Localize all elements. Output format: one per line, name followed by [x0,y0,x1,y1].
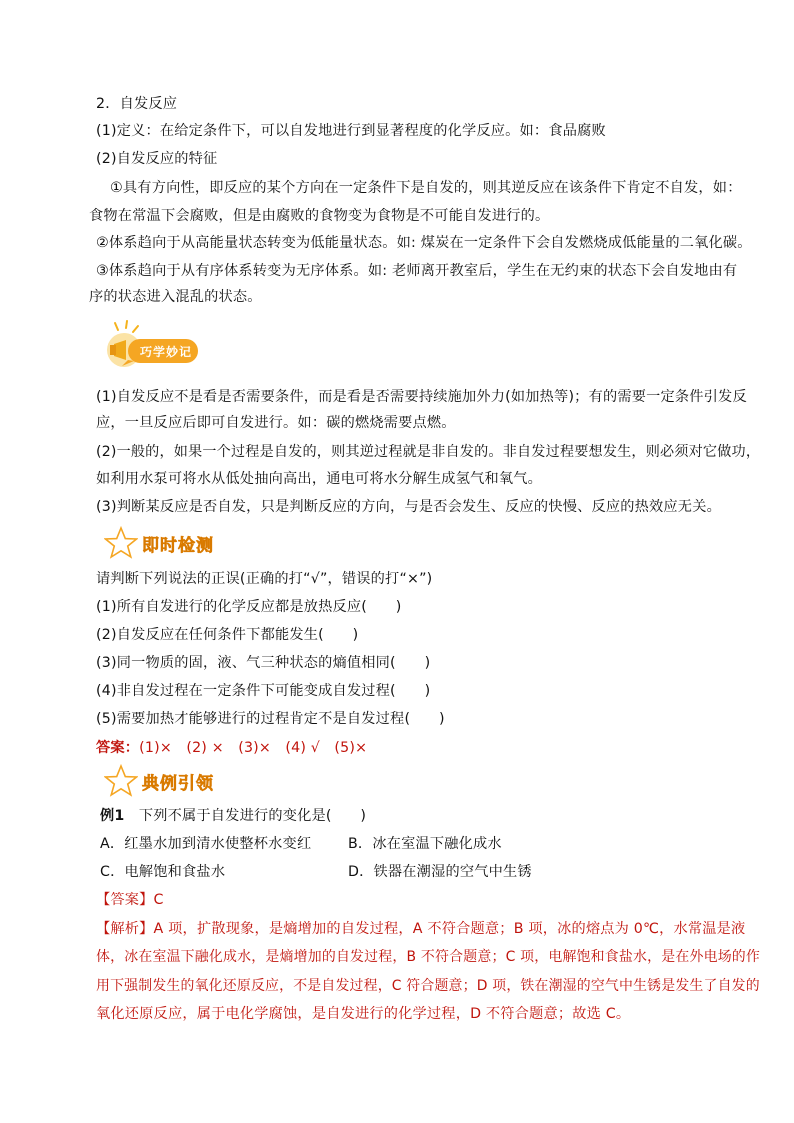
tips-badge [104,320,204,376]
example-title-text: 典例引领 [142,773,214,794]
tip-2-line-1: (2)一般的，如果一个过程是自发的，则其逆过程就是非自发的。非自发过程要想发生，则必须对它做功， [96,444,761,460]
check-answer-label: 答案： [96,740,140,756]
check-item-2: (2)自发反应在任何条件下都能发生( ) [96,627,359,643]
example-question [100,806,366,826]
check-instruction: 请判断下列说法的正误(正确的打“√”，错误的打“×”) [96,571,433,587]
check-answer [96,738,367,758]
tips-badge-label: 巧学妙记 [140,345,193,359]
example-question-text: 下列不属于自发进行的变化是( ) [124,808,367,824]
check-answer-text: (1)× (2) × (3)× (4) √ (5)× [139,740,368,756]
feature-1-line-2: 食物在常温下会腐败，但是由腐败的食物变为食物是不可能自发进行的。 [89,208,550,224]
feature-1-line-1: ①具有方向性，即反应的某个方向在一定条件下是自发的，则其逆反应在该条件下肯定不自发，如： [110,180,742,196]
option-d: D．铁器在潮湿的空气中生锈 [348,864,532,880]
section-heading: 2．自发反应 [96,96,178,112]
feature-title: (2)自发反应的特征 [96,151,218,167]
tip-1-line-2: 应，一旦反应后即可自发进行。如：碳的燃烧需要点燃。 [96,415,456,431]
option-c: C．电解饱和食盐水 [100,864,226,880]
option-b: B．冰在室温下融化成水 [348,836,502,852]
check-title-text: 即时检测 [142,535,214,556]
tip-1-line-1: (1)自发反应不是看是否需要条件，而是看是否需要持续施加外力(如加热等)；有的需要一定条件引发反 [96,389,747,405]
definition-text: (1)定义：在给定条件下，可以自发地进行到显著程度的化学反应。如：食品腐败 [96,123,606,139]
example-question-label: 例1 [100,808,125,824]
explanation-line-1: 【解析】A 项，扩散现象，是熵增加的自发过程，A 不符合题意；B 项，冰的熔点为 0℃，水常温是液 [96,921,746,937]
check-item-1: (1)所有自发进行的化学反应都是放热反应( ) [96,599,402,615]
feature-3-line-2: 序的状态进入混乱的状态。 [89,289,262,305]
option-a: A．红墨水加到清水使整杯水变红 [100,836,312,852]
example-section-title [104,764,214,798]
check-item-3: (3)同一物质的固，液、气三种状态的熵值相同( ) [96,655,431,671]
feature-2-text: ②体系趋向于从高能量状态转变为低能量状态。如: 煤炭在一定条件下会自发燃烧成低能量的二氧化碳。 [96,235,752,251]
explanation-line-4: 氧化还原反应，属于电化学腐蚀，是自发进行的化学过程，D 不符合题意；故选 C。 [96,1006,631,1022]
check-item-4: (4)非自发过程在一定条件下可能变成自发过程( ) [96,683,431,699]
feature-3-line-1: ③体系趋向于从有序体系转变为无序体系。如: 老师离开教室后，学生在无约束的状态下会自发地由有 [96,263,738,279]
explanation-line-2: 体，冰在室温下融化成水，是熵增加的自发过程，B 不符合题意；C 项，电解饱和食盐水，是在外电场的作 [96,949,761,965]
explanation-line-3: 用下强制发生的氧化还原反应，不是自发过程，C 符合题意；D 项，铁在潮湿的空气中生锈是发生了自发的 [96,978,760,994]
example-answer: 【答案】C [96,892,164,908]
star-icon [104,764,138,798]
tip-2-line-2: 如利用水泵可将水从低处抽向高出，通电可将水分解生成氢气和氧气。 [96,471,543,487]
check-item-5: (5)需要加热才能够进行的过程肯定不是自发过程( ) [96,711,445,727]
star-icon [104,526,138,560]
check-section-title [104,526,214,560]
tip-3-text: (3)判断某反应是否自发，只是判断反应的方向，与是否会发生、反应的快慢、反应的热效应无关。 [96,499,721,515]
